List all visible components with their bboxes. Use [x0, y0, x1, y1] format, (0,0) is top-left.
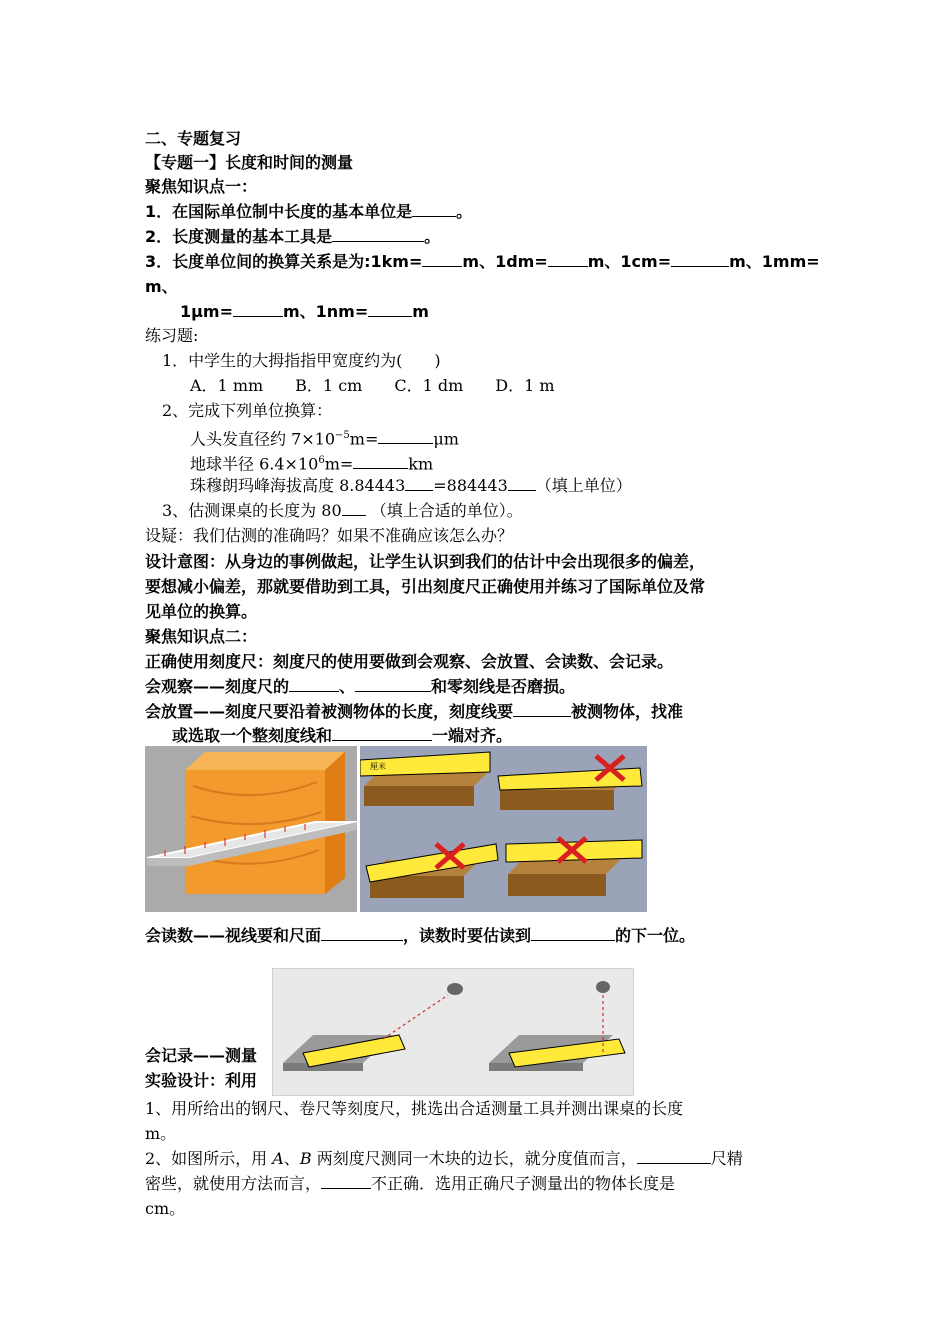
practice-heading: 练习题: — [145, 326, 199, 345]
ruler-use: 正确使用刻度尺：刻度尺的使用要做到会观察、会放置、会读数、会记录。 — [145, 652, 674, 671]
question-3-line2: 1μm= m、1nm= m — [180, 302, 429, 321]
question-3: 3．长度单位间的换算关系是为:1km= m、1dm= m、1cm= m、1mm= — [145, 252, 820, 271]
topic-title: 【专题一】长度和时间的测量 — [145, 153, 354, 172]
experiment-line: 实验设计：利用 — [145, 1071, 258, 1090]
section-title: 二、专题复习 — [145, 129, 242, 148]
practice-2: 2、完成下列单位换算： — [162, 401, 333, 420]
question-2: 2．长度测量的基本工具是 。 — [145, 227, 441, 246]
record-line: 会记录——测量 — [145, 1046, 258, 1065]
practice-2a: 人头发直径约 $7\times 10^{-5}m= \mu m$ — [190, 429, 459, 449]
focus-point-2: 聚焦知识点二： — [145, 627, 258, 646]
focus-point-1: 聚焦知识点一： — [145, 177, 258, 196]
experiment-2-line2: 密些，就使用方法而言， 不正确．选用正确尺子测量出的物体长度是 — [145, 1174, 676, 1193]
design-intent-2: 要想减小偏差，那就要借助到工具，引出刻度尺正确使用并练习了国际单位及常 — [145, 577, 706, 596]
experiment-1-wrap: m。 — [145, 1124, 177, 1143]
line-of-sight-figure — [272, 968, 634, 1096]
practice-2c: 珠穆朗玛峰海拔高度 8.84443 =884443 （填上单位） — [190, 476, 632, 495]
design-intent-3: 见单位的换算。 — [145, 602, 258, 621]
question-doubt: 设疑：我们估测的准确吗？如果不准确应该怎么办？ — [145, 526, 514, 545]
design-intent-1: 设计意图：从身边的事例做起，让学生认识到我们的估计中会出现很多的偏差， — [145, 552, 706, 571]
observe-line: 会观察——刻度尺的 、 和零刻线是否磨损。 — [145, 677, 576, 696]
experiment-1: 1、用所给出的钢尺、卷尺等刻度尺，挑选出合适测量工具并测出课桌的长度 — [145, 1099, 684, 1118]
practice-1: 1．中学生的大拇指指甲宽度约为( ) — [162, 351, 441, 370]
place-line: 会放置——刻度尺要沿着被测物体的长度，刻度线要 被测物体，找准 — [145, 702, 684, 721]
practice-2b: 地球半径 $6.4\times 10^6m=$ km — [190, 454, 434, 474]
experiment-2-line3: cm。 — [145, 1199, 186, 1218]
question-3-wrap: m、 — [145, 277, 178, 296]
practice-3: 3、估测课桌的长度为 80 （填上合适的单位）。 — [162, 501, 523, 520]
question-1: 1．在国际单位制中长度的基本单位是 。 — [145, 202, 473, 221]
practice-1-options: A．1 mm B．1 cm C．1 dm D．1 m — [190, 376, 555, 395]
wood-block-ruler-figure — [145, 746, 357, 912]
experiment-2: 2、如图所示，用 A、B 两刻度尺测同一木块的边长，就分度值而言， 尺精 — [145, 1149, 743, 1168]
read-line: 会读数——视线要和尺面 ，读数时要估读到 的下一位。 — [145, 926, 696, 945]
place-line-2: 或选取一个整刻度线和 一端对齐。 — [172, 726, 513, 745]
ruler-placement-figure — [360, 746, 647, 912]
ruler-label-1: 厘米 — [370, 762, 386, 771]
